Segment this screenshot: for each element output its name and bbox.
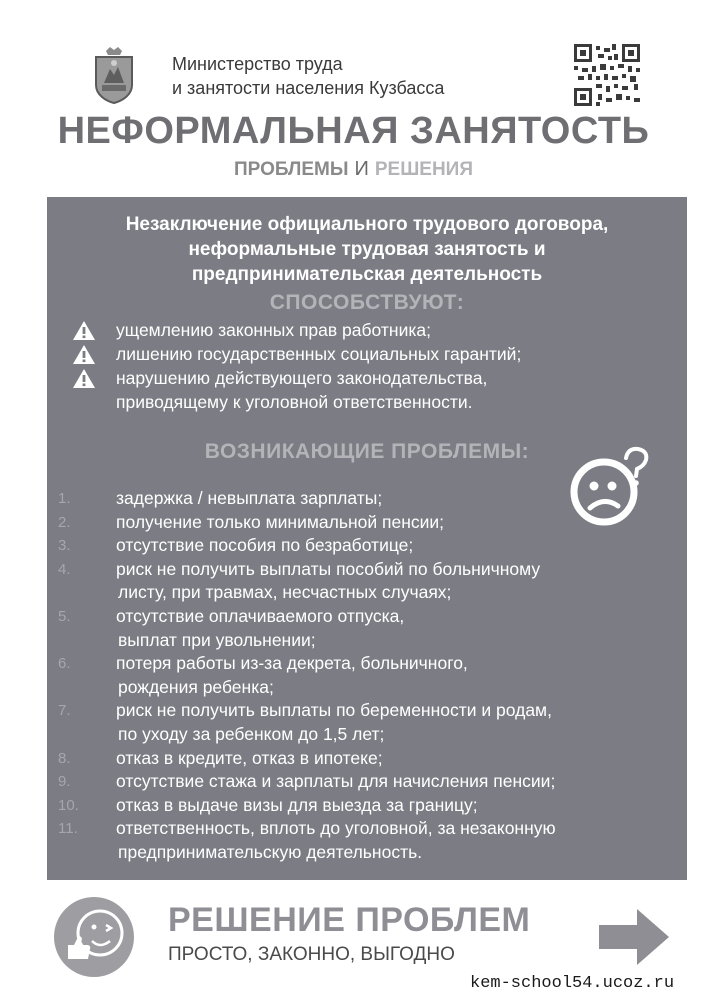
- ministry-name: [172, 52, 444, 100]
- problem-number: 6.: [58, 655, 71, 673]
- ministry-line-2: и занятости населения Кузбасса: [172, 78, 445, 98]
- thumbs-up-smiley-icon: [54, 897, 134, 977]
- problem-number: 5.: [58, 607, 71, 625]
- subtitle-problems: ПРОБЛЕМЫ: [233, 159, 349, 180]
- problem-text-cont: предпринимательскую деятельность.: [118, 841, 423, 862]
- problem-text: отказ в выдаче визы для выезда за границу;: [116, 794, 478, 815]
- intro-line-2: неформальные трудовая занятость и: [188, 239, 546, 260]
- problem-text: получение только минимальной пенсии;: [116, 511, 445, 532]
- problem-number: 7.: [58, 702, 71, 720]
- problem-number: 3.: [58, 537, 71, 555]
- arrow-right-icon[interactable]: [597, 907, 671, 967]
- consequence-text-cont: приводящему к уголовной ответственности.: [116, 392, 473, 412]
- problems-heading: ВОЗНИКАЮЩИЕ ПРОБЛЕМЫ:: [204, 440, 530, 463]
- intro-line-1: Незаключение официального трудового договора,: [125, 214, 609, 235]
- problem-text-cont: листу, при травмах, несчастных случаях;: [118, 582, 452, 603]
- problem-item: [52, 770, 652, 794]
- warning-icon: [72, 320, 96, 341]
- problem-text: потеря работы из-за декрета, больничного,: [116, 653, 468, 674]
- problem-item: [52, 747, 652, 771]
- problem-number: 8.: [58, 749, 71, 767]
- page-title: НЕФОРМАЛЬНАЯ ЗАНЯТОСТЬ: [57, 110, 650, 152]
- problem-item: [52, 794, 652, 818]
- problem-item: [52, 699, 652, 746]
- contribute-heading: СПОСОБСТВУЮТ:: [269, 291, 465, 314]
- problem-item: [52, 558, 652, 605]
- solution-subtitle: ПРОСТО, ЗАКОННО, ВЫГОДНО: [168, 944, 455, 965]
- problem-text-cont: выплат при увольнении;: [118, 629, 316, 650]
- problem-text: отсутствие пособия по безработице;: [116, 535, 414, 556]
- problem-item: [52, 487, 652, 511]
- problem-number: 9.: [58, 773, 71, 791]
- consequences-list: [72, 318, 652, 414]
- consequence-item: [72, 366, 652, 414]
- problem-text: задержка / невыплата зарплаты;: [116, 488, 383, 508]
- problem-text: отказ в кредите, отказ в ипотеке;: [116, 747, 383, 768]
- solution-title: РЕШЕНИЕ ПРОБЛЕМ: [168, 901, 531, 939]
- problem-number: 11.: [58, 820, 78, 838]
- problem-item: [52, 817, 652, 864]
- source-url[interactable]: kem-school54.ucoz.ru: [470, 972, 705, 996]
- page-subtitle: [0, 158, 707, 181]
- consequence-item: [72, 342, 652, 366]
- problem-text: риск не получить выплаты по беременности и родам,: [116, 700, 552, 721]
- problem-number: 4.: [58, 560, 71, 578]
- subtitle-and: И: [354, 158, 369, 180]
- problem-number: 2.: [58, 513, 71, 531]
- consequence-text: нарушению действующего законодательства,: [116, 368, 488, 388]
- warning-icon: [72, 344, 96, 365]
- problem-text: отсутствие стажа и зарплаты для начисления пенсии;: [116, 771, 556, 792]
- problem-item: [52, 652, 652, 699]
- ministry-line-1: Министерство труда: [172, 54, 343, 74]
- problems-list: [52, 487, 652, 865]
- qr-code-icon[interactable]: [574, 44, 640, 106]
- intro-line-3: предпринимательская деятельность: [191, 264, 543, 285]
- warning-icon: [72, 368, 96, 389]
- subtitle-solutions: РЕШЕНИЯ: [374, 159, 473, 180]
- problem-item: [52, 534, 652, 558]
- problem-item: [52, 511, 652, 535]
- problem-text: ответственность, вплоть до уголовной, за незаконную: [116, 818, 556, 839]
- consequence-item: [72, 318, 652, 342]
- coat-of-arms-icon: [92, 45, 136, 105]
- problem-text-cont: по уходу за ребенком до 1,5 лет;: [118, 723, 385, 744]
- problem-number: 1.: [58, 490, 71, 507]
- problem-text: риск не получить выплаты пособий по больничному: [116, 558, 541, 579]
- problem-text-cont: рождения ребенка;: [118, 676, 274, 697]
- consequence-text: лишению государственных социальных гарантий;: [116, 344, 522, 364]
- problem-text: отсутствие оплачиваемого отпуска,: [116, 605, 405, 626]
- consequence-text: ущемлению законных прав работника;: [116, 320, 431, 340]
- intro-text: [47, 212, 687, 287]
- problem-item: [52, 605, 652, 652]
- problem-number: 10.: [58, 796, 79, 814]
